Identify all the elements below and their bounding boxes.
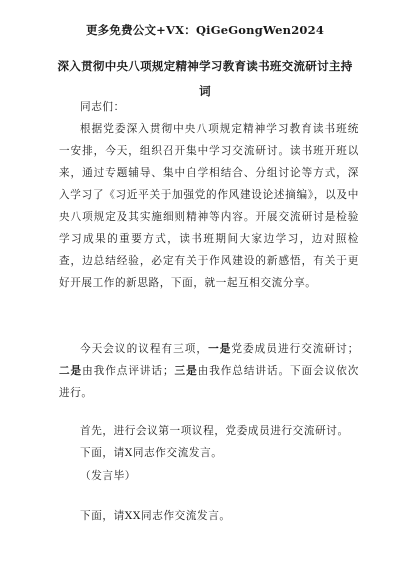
next-speaker-line-1: 下面，请X同志作交流发言。	[80, 447, 223, 459]
agenda-item2-label: 二是	[59, 365, 83, 377]
page-header: 更多免费公文+VX：QiGeGongWen2024	[85, 23, 325, 37]
next-speaker-line-2: 下面，请XX同志作交流发言。	[80, 510, 231, 522]
agenda-intro: 今天会议的议程有三项，	[80, 343, 209, 355]
first-item-paragraph: 首先，进行会议第一项议程，党委成员进行交流研讨。	[80, 425, 349, 437]
opening-paragraph: 根据党委深入贯彻中央八项规定精神学习教育读书班统一安排，今天，组织召开集中学习交流研讨。读书班开班以来，通过专题辅导、集中自学相结合、分组讨论等方式，深入学习了《习近平关于加强党的作风建设论述摘编》，以及中央八项规定及其实施细则精神等内容。开展交流研讨是检验学习成果的重要方式，读书班期间大家边学习，边对照检查，边总结经验，必定有关于作风建设的新感悟，有关于更好开展工作的新思路，下面，就一起互相交流分享。	[59, 123, 359, 289]
agenda-item3-text: 由我作总结讲话。下面会议依次进行。	[59, 365, 359, 399]
agenda-paragraph	[59, 338, 359, 404]
agenda-item3-label: 三是	[174, 365, 198, 377]
agenda-item1-text: 党委成员进行交流研讨；	[231, 343, 359, 355]
document-title: 深入贯彻中央八项规定精神学习教育读书班交流研讨主持词	[57, 59, 353, 98]
agenda-item1-label: 一是	[208, 343, 232, 355]
speech-finished-remark: （发言毕）	[80, 470, 136, 482]
greeting: 同志们：	[80, 101, 125, 113]
agenda-item2-text: 由我作点评讲话；	[82, 365, 175, 377]
